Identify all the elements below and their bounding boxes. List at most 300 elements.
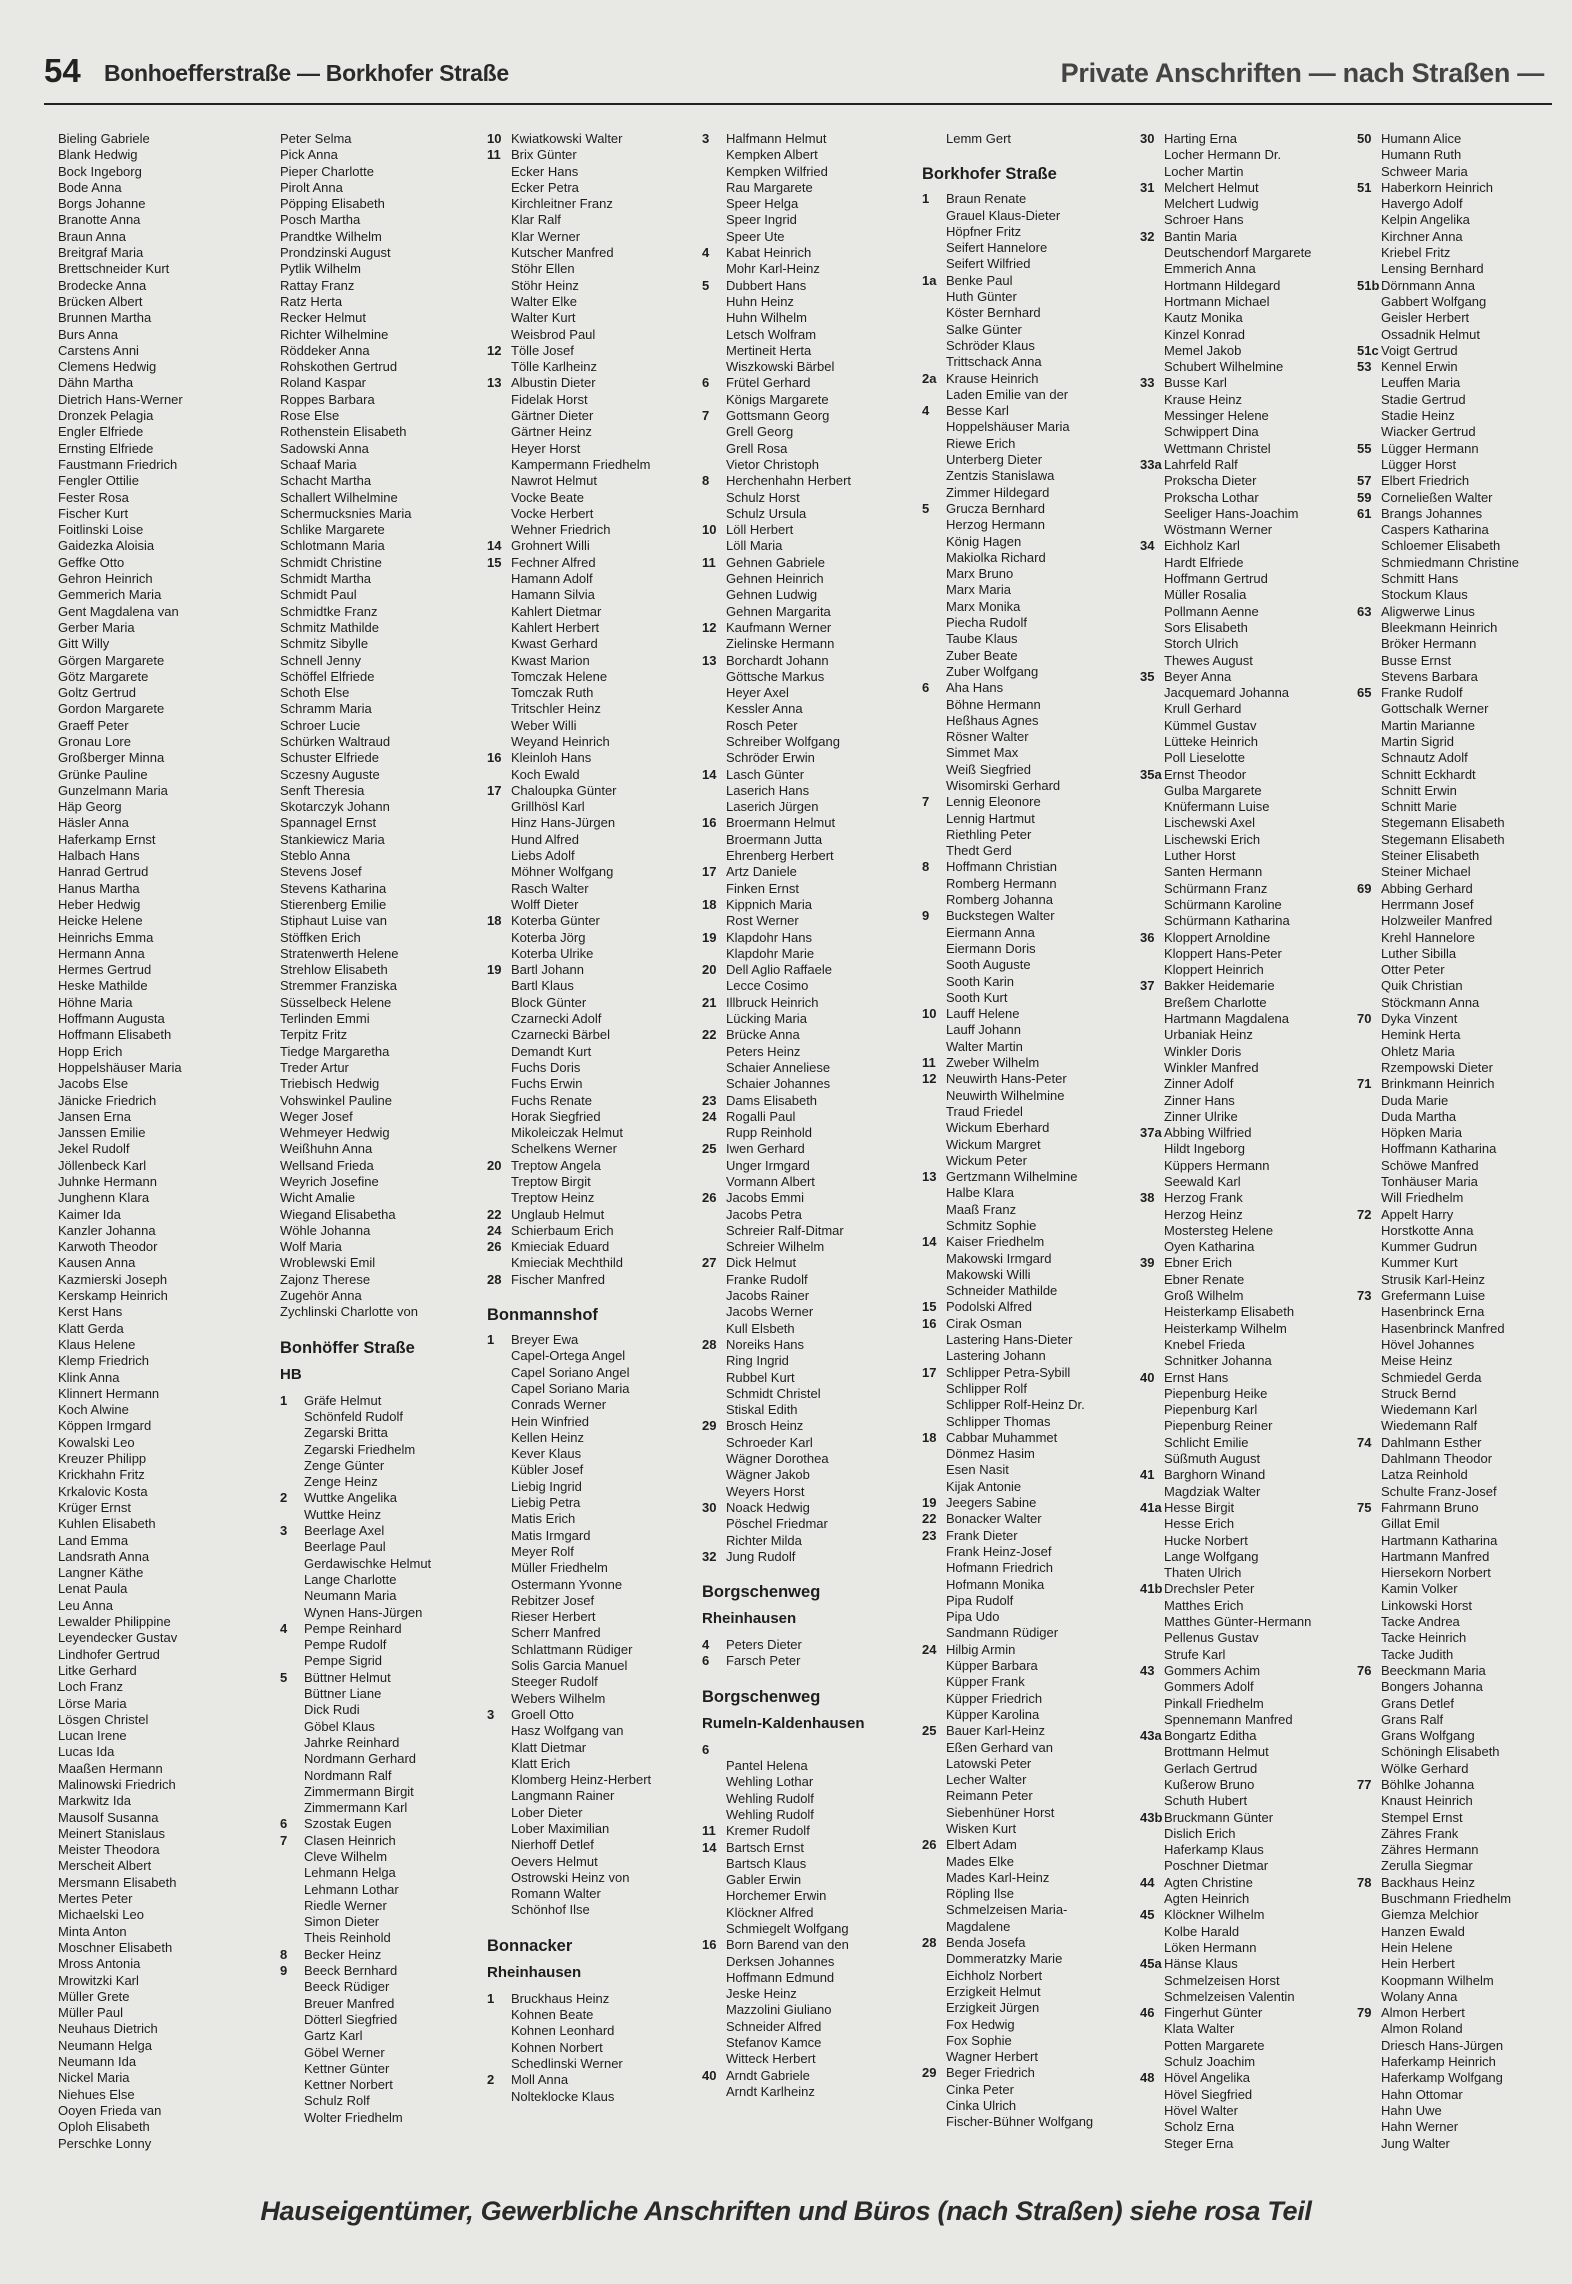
resident-name: Stegemann Elisabeth: [1381, 831, 1505, 847]
house-number: 22: [922, 1511, 937, 1527]
list-item: [487, 832, 702, 848]
list-item: [702, 278, 917, 294]
resident-name: Hesse Erich: [1164, 1516, 1235, 1532]
list-item: [487, 1027, 702, 1043]
street-heading: Bonnacker: [487, 1936, 573, 1955]
list-item: [922, 468, 1137, 484]
directory-column: [487, 131, 702, 2105]
resident-name: Liebig Petra: [511, 1495, 581, 1511]
page-header: [44, 52, 1544, 96]
resident-name: Eiermann Anna: [946, 924, 1035, 940]
list-item: [1140, 424, 1355, 440]
resident-name: Hasenbrinck Manfred: [1381, 1320, 1505, 1336]
list-item: [1140, 1696, 1355, 1712]
list-item: [487, 555, 702, 571]
house-number: 10: [702, 522, 717, 538]
resident-name: Benda Josefa: [946, 1935, 1026, 1951]
resident-name: Gunzelmann Maria: [58, 782, 168, 798]
resident-name: Koopmann Wilhelm: [1381, 1972, 1494, 1988]
resident-name: Klöckner Alfred: [726, 1904, 814, 1920]
list-item: [1357, 1663, 1572, 1679]
resident-name: Müller Friedhelm: [511, 1560, 608, 1576]
resident-name: Schlipper Rolf: [946, 1380, 1027, 1396]
resident-name: Mertineit Herta: [726, 342, 812, 358]
resident-name: Posch Martha: [280, 212, 361, 228]
resident-name: Poll Lieselotte: [1164, 750, 1245, 766]
list-item: [1357, 212, 1572, 228]
resident-name: Löken Hermann: [1164, 1939, 1257, 1955]
house-number: 2a: [922, 370, 937, 386]
list-item: [1140, 1076, 1355, 1092]
resident-name: Stremmer Franziska: [280, 978, 398, 994]
list-item: [1357, 1793, 1572, 1809]
resident-name: Reimann Peter: [946, 1788, 1033, 1804]
list-item: [280, 1490, 495, 1506]
list-item: [922, 289, 1137, 305]
resident-name: Driesch Hans-Jürgen: [1381, 2037, 1504, 2053]
street-heading: Borgschenweg: [702, 1687, 821, 1706]
list-item: [922, 1316, 1137, 1332]
resident-name: Thedt Gerd: [946, 843, 1012, 859]
list-item: [1140, 750, 1355, 766]
list-item: [922, 1234, 1137, 1250]
resident-name: Hesse Birgit: [1164, 1499, 1235, 1515]
resident-name: Walter Kurt: [511, 310, 576, 326]
house-number: 24: [922, 1641, 937, 1657]
list-item: [922, 1381, 1137, 1397]
list-item: [487, 978, 702, 994]
resident-name: Braun Anna: [58, 228, 126, 244]
list-item: [58, 1761, 273, 1777]
list-item: [1140, 1321, 1355, 1337]
list-item: [58, 1500, 273, 1516]
resident-name: Haferkamp Heinrich: [1381, 2054, 1496, 2070]
resident-name: Lütteke Heinrich: [1164, 733, 1258, 749]
list-item: [702, 701, 917, 717]
list-item: [1357, 1549, 1572, 1565]
list-item: [922, 485, 1137, 501]
list-item: [487, 881, 702, 897]
list-item: [487, 864, 702, 880]
resident-name: Klar Ralf: [511, 212, 561, 228]
resident-name: Witteck Herbert: [726, 2051, 816, 2067]
house-number: 63: [1357, 603, 1372, 619]
resident-name: Wuttke Heinz: [304, 1506, 382, 1522]
list-item: [1357, 1109, 1572, 1125]
resident-name: Hamann Silvia: [511, 587, 595, 603]
list-item: [1357, 1272, 1572, 1288]
resident-name: Unterberg Dieter: [946, 452, 1043, 468]
resident-name: Traud Friedel: [946, 1103, 1023, 1119]
resident-name: Rohskothen Gertrud: [280, 359, 398, 375]
resident-name: Heske Mathilde: [58, 978, 148, 994]
list-item: [922, 1022, 1137, 1038]
resident-name: Hein Helene: [1381, 1939, 1453, 1955]
resident-name: Dick Helmut: [726, 1255, 797, 1271]
resident-name: Piepenburg Karl: [1164, 1402, 1258, 1418]
list-item: [922, 1984, 1137, 2000]
list-item: [922, 1446, 1137, 1462]
resident-name: Frank Heinz-Josef: [946, 1543, 1052, 1559]
list-item: [280, 1833, 495, 1849]
list-item: [280, 1174, 495, 1190]
resident-name: Stevens Josef: [280, 864, 362, 880]
list-item: [280, 1686, 495, 1702]
resident-name: Broermann Helmut: [726, 815, 836, 831]
list-item: [1357, 1728, 1572, 1744]
list-item: [1140, 1614, 1355, 1630]
list-item: [1140, 1663, 1355, 1679]
resident-name: Brunnen Martha: [58, 310, 152, 326]
district-subheading: Rumeln-Kaldenhausen: [702, 1714, 865, 1732]
list-item: [702, 1272, 917, 1288]
house-number: 28: [922, 1935, 937, 1951]
house-number: 7: [922, 794, 930, 810]
list-item: [280, 783, 495, 799]
resident-name: Rothenstein Elisabeth: [280, 424, 407, 440]
resident-name: Michaelski Leo: [58, 1907, 144, 1923]
resident-name: Bieling Gabriele: [58, 131, 150, 146]
resident-name: Frütel Gerhard: [726, 375, 811, 391]
resident-name: Tonhäuser Maria: [1381, 1174, 1478, 1189]
list-item: [922, 1169, 1137, 1185]
resident-name: Seifert Hannelore: [946, 240, 1048, 256]
resident-name: Küpper Karolina: [946, 1706, 1040, 1722]
house-number: 75: [1357, 1499, 1372, 1515]
list-item: [1357, 1630, 1572, 1646]
list-item: [487, 1495, 702, 1511]
resident-name: Herrmann Josef: [1381, 896, 1474, 912]
house-number: 36: [1140, 929, 1155, 945]
list-item: [1140, 1060, 1355, 1076]
resident-name: Ohletz Maria: [1381, 1043, 1455, 1059]
list-item: [1357, 1467, 1572, 1483]
list-item: [702, 522, 917, 538]
resident-name: Emmerich Anna: [1164, 261, 1256, 277]
resident-name: Gerlach Gertrud: [1164, 1760, 1258, 1776]
street-heading: Bonmannshof: [487, 1306, 598, 1325]
resident-name: Jahrke Reinhard: [304, 1734, 400, 1750]
resident-name: Pellenus Gustav: [1164, 1630, 1259, 1646]
list-item: [1140, 718, 1355, 734]
resident-name: Kausen Anna: [58, 1255, 136, 1271]
resident-name: Triebisch Hedwig: [280, 1076, 380, 1092]
resident-name: Caspers Katharina: [1381, 522, 1489, 538]
resident-name: Schubert Wilhelmine: [1164, 359, 1284, 375]
resident-name: Gerber Maria: [58, 619, 135, 635]
list-item: [280, 1914, 495, 1930]
list-item: [702, 962, 917, 978]
list-item: [58, 1321, 273, 1337]
list-item: [1140, 1353, 1355, 1369]
list-item: [280, 1141, 495, 1157]
house-number: 27: [702, 1255, 717, 1271]
list-item: [1140, 147, 1355, 163]
list-item: [1357, 962, 1572, 978]
resident-name: Cabbar Muhammet: [946, 1429, 1058, 1445]
house-number: 32: [702, 1548, 717, 1564]
resident-name: Grünke Pauline: [58, 766, 148, 782]
list-item: [922, 1658, 1137, 1674]
resident-name: Tölle Josef: [511, 342, 574, 358]
resident-name: Luther Horst: [1164, 848, 1236, 864]
resident-name: Wolf Maria: [280, 1239, 342, 1255]
list-item: [1140, 1647, 1355, 1663]
resident-name: Treder Artur: [280, 1059, 349, 1075]
list-item: [922, 2049, 1137, 2065]
list-item: [922, 2082, 1137, 2098]
list-item: [487, 897, 702, 913]
house-number: 25: [922, 1723, 937, 1739]
resident-name: Gemmerich Maria: [58, 587, 162, 603]
resident-name: Tiedge Margaretha: [280, 1043, 390, 1059]
resident-name: Brinkmann Heinrich: [1381, 1076, 1495, 1092]
resident-name: Goltz Gertrud: [58, 685, 137, 701]
resident-name: Messinger Helene: [1164, 408, 1269, 424]
resident-name: Czarnecki Bärbel: [511, 1027, 610, 1043]
resident-name: Lange Charlotte: [304, 1571, 397, 1587]
resident-name: Heber Hedwig: [58, 896, 141, 912]
house-number: 76: [1357, 1662, 1372, 1678]
resident-name: Hahn Ottomar: [1381, 2086, 1463, 2102]
list-item: [1357, 359, 1572, 375]
list-item: [280, 1882, 495, 1898]
list-item: [922, 1821, 1137, 1837]
resident-name: Gehnen Margarita: [726, 603, 831, 619]
resident-name: Kolbe Harald: [1164, 1923, 1240, 1939]
list-item: [1140, 327, 1355, 343]
list-item: [922, 925, 1137, 941]
list-item: [487, 1462, 702, 1478]
resident-name: Rost Werner: [726, 913, 799, 929]
list-item: [702, 815, 917, 831]
resident-name: Kellen Heinz: [511, 1429, 584, 1445]
resident-name: Richter Milda: [726, 1532, 802, 1548]
resident-name: Hemink Herta: [1381, 1027, 1461, 1043]
resident-name: Hoppelshäuser Maria: [946, 419, 1070, 435]
resident-name: Jacobs Emmi: [726, 1190, 805, 1206]
list-item: [922, 1740, 1137, 1756]
list-item: [922, 827, 1137, 843]
list-item: [487, 1255, 702, 1271]
house-number: 14: [487, 538, 502, 554]
list-item: [58, 1696, 273, 1712]
resident-name: Weisbrod Paul: [511, 326, 596, 342]
list-item: [1357, 767, 1572, 783]
resident-name: Unglaub Helmut: [511, 1206, 605, 1222]
list-item: [1140, 1272, 1355, 1288]
list-item: [702, 930, 917, 946]
list-item: [922, 1805, 1137, 1821]
list-item: [1357, 538, 1572, 554]
list-item: [487, 815, 702, 831]
list-item: [1357, 1093, 1572, 1109]
list-item: [702, 294, 917, 310]
resident-name: Hasz Wolfgang van: [511, 1723, 624, 1739]
list-item: [1357, 327, 1572, 343]
resident-name: Kmieciak Mechthild: [511, 1255, 623, 1271]
list-item: [58, 669, 273, 685]
list-item: [1140, 978, 1355, 994]
resident-name: Benke Paul: [946, 272, 1013, 288]
resident-name: Kirchner Anna: [1381, 228, 1463, 244]
list-item: [280, 1109, 495, 1125]
list-item: [280, 2093, 495, 2109]
list-item: [280, 1011, 495, 1027]
resident-name: Kwiatkowski Walter: [511, 131, 623, 146]
list-item: [1140, 620, 1355, 636]
resident-name: Mross Antonia: [58, 1956, 141, 1972]
resident-name: Dötterl Siegfried: [304, 2011, 398, 2027]
list-item: [58, 930, 273, 946]
list-item: [1357, 734, 1572, 750]
list-item: [702, 2084, 917, 2100]
list-item: [58, 1337, 273, 1353]
house-number: 13: [702, 652, 717, 668]
resident-name: Elbert Friedrich: [1381, 473, 1470, 489]
directory-column: [280, 131, 495, 2126]
list-item: [702, 506, 917, 522]
resident-name: Brettschneider Kurt: [58, 261, 170, 277]
resident-name: Sooth Karin: [946, 973, 1014, 989]
list-item: [1357, 587, 1572, 603]
resident-name: Martin Marianne: [1381, 717, 1475, 733]
list-item: [487, 913, 702, 929]
house-number: 3: [487, 1706, 495, 1722]
house-number: 5: [922, 500, 930, 516]
resident-name: Schulte Franz-Josef: [1381, 1483, 1497, 1499]
resident-name: Küpper Frank: [946, 1674, 1025, 1690]
resident-name: Maaß Franz: [946, 1201, 1017, 1217]
resident-name: Solis Garcia Manuel: [511, 1658, 628, 1674]
list-item: [922, 191, 1137, 207]
list-item: [1357, 783, 1572, 799]
resident-name: Dislich Erich: [1164, 1825, 1236, 1841]
list-item: [922, 436, 1137, 452]
resident-name: Zweber Wilhelm: [946, 1055, 1040, 1071]
list-item: [702, 685, 917, 701]
resident-name: Schroeder Karl: [726, 1434, 813, 1450]
resident-name: Tacke Andrea: [1381, 1614, 1460, 1630]
resident-name: Beerlage Axel: [304, 1523, 385, 1539]
house-number: 11: [487, 147, 501, 163]
resident-name: Hoffmann Gertrud: [1164, 571, 1268, 587]
resident-name: Kautz Monika: [1164, 310, 1243, 326]
resident-name: Nolteklocke Klaus: [511, 2088, 615, 2104]
resident-name: Wisomirski Gerhard: [946, 777, 1061, 793]
list-item: [58, 457, 273, 473]
list-item: [487, 1528, 702, 1544]
list-item: [1140, 180, 1355, 196]
house-number: 14: [702, 766, 717, 782]
resident-name: Jung Walter: [1381, 2135, 1450, 2151]
list-item: [1357, 1858, 1572, 1874]
resident-name: Terpitz Fritz: [280, 1027, 348, 1043]
resident-name: Gehnen Gabriele: [726, 554, 826, 570]
list-item: [702, 408, 917, 424]
resident-name: Zimmermann Karl: [304, 1800, 408, 1816]
list-item: [1357, 441, 1572, 457]
list-item: [922, 1674, 1137, 1690]
list-item: [1357, 1011, 1572, 1027]
resident-name: Gordon Margarete: [58, 701, 165, 717]
list-item: [702, 571, 917, 587]
resident-name: Wehmeyer Hedwig: [280, 1125, 390, 1141]
list-item: [1357, 604, 1572, 620]
list-item: [280, 473, 495, 489]
list-item: [1140, 1337, 1355, 1353]
resident-name: Steger Erna: [1164, 2135, 1234, 2151]
list-item: [1140, 1940, 1355, 1956]
list-item: [280, 1751, 495, 1767]
resident-name: Weber Willi: [511, 717, 577, 733]
house-number: 37: [1140, 978, 1155, 994]
resident-name: Branotte Anna: [58, 212, 141, 228]
list-item: [487, 392, 702, 408]
list-item: [280, 946, 495, 962]
list-item: [1357, 930, 1572, 946]
resident-name: Abbing Wilfried: [1164, 1125, 1252, 1141]
resident-name: Bock Ingeborg: [58, 163, 142, 179]
resident-name: Gommers Achim: [1164, 1662, 1261, 1678]
list-item: [487, 636, 702, 652]
resident-name: Struck Bernd: [1381, 1385, 1457, 1401]
resident-name: Grohnert Willi: [511, 538, 590, 554]
resident-name: Schürmann Karoline: [1164, 896, 1282, 912]
list-item: [1357, 1614, 1572, 1630]
list-item: [702, 1288, 917, 1304]
resident-name: Prondzinski August: [280, 245, 391, 261]
resident-name: Peters Dieter: [726, 1637, 802, 1653]
resident-name: Lügger Horst: [1381, 456, 1457, 472]
list-item: [58, 1989, 273, 2005]
resident-name: Makowski Willi: [946, 1266, 1031, 1282]
list-item: [487, 1788, 702, 1804]
resident-name: Kummer Kurt: [1381, 1255, 1458, 1271]
resident-name: Liebs Adolf: [511, 848, 575, 864]
list-item: [280, 131, 495, 147]
resident-name: Knüfermann Luise: [1164, 799, 1270, 815]
resident-name: Schönfeld Rudolf: [304, 1408, 404, 1424]
house-number: 22: [487, 1206, 502, 1222]
resident-name: Schulz Joachim: [1164, 2054, 1256, 2070]
resident-name: Agten Heinrich: [1164, 1891, 1250, 1907]
resident-name: Beyer Anna: [1164, 668, 1232, 684]
list-item: [280, 897, 495, 913]
resident-name: Jekel Rudolf: [58, 1141, 130, 1157]
street-range: Bonhoefferstraße — Borkhofer Straße: [104, 60, 509, 86]
list-item: [58, 424, 273, 440]
house-number: 13: [487, 375, 502, 391]
list-item: [58, 913, 273, 929]
resident-name: Beger Friedrich: [946, 2065, 1035, 2081]
list-item: [1140, 1418, 1355, 1434]
list-item: [280, 1158, 495, 1174]
resident-name: Simmet Max: [946, 745, 1019, 761]
resident-name: Schaier Johannes: [726, 1076, 831, 1092]
list-item: [58, 1728, 273, 1744]
house-number: 16: [702, 1937, 717, 1953]
footer-note: Hauseigentümer, Gewerbliche Anschriften und Büros (nach Straßen) siehe rosa Teil: [260, 2196, 1312, 2226]
list-item: [702, 196, 917, 212]
list-item: [280, 212, 495, 228]
list-item: [1140, 1875, 1355, 1891]
resident-name: Barghorn Winand: [1164, 1467, 1266, 1483]
resident-name: Lange Wolfgang: [1164, 1548, 1259, 1564]
resident-name: Kahlert Herbert: [511, 619, 600, 635]
list-item: [1140, 1858, 1355, 1874]
resident-name: Gabler Erwin: [726, 1872, 802, 1888]
